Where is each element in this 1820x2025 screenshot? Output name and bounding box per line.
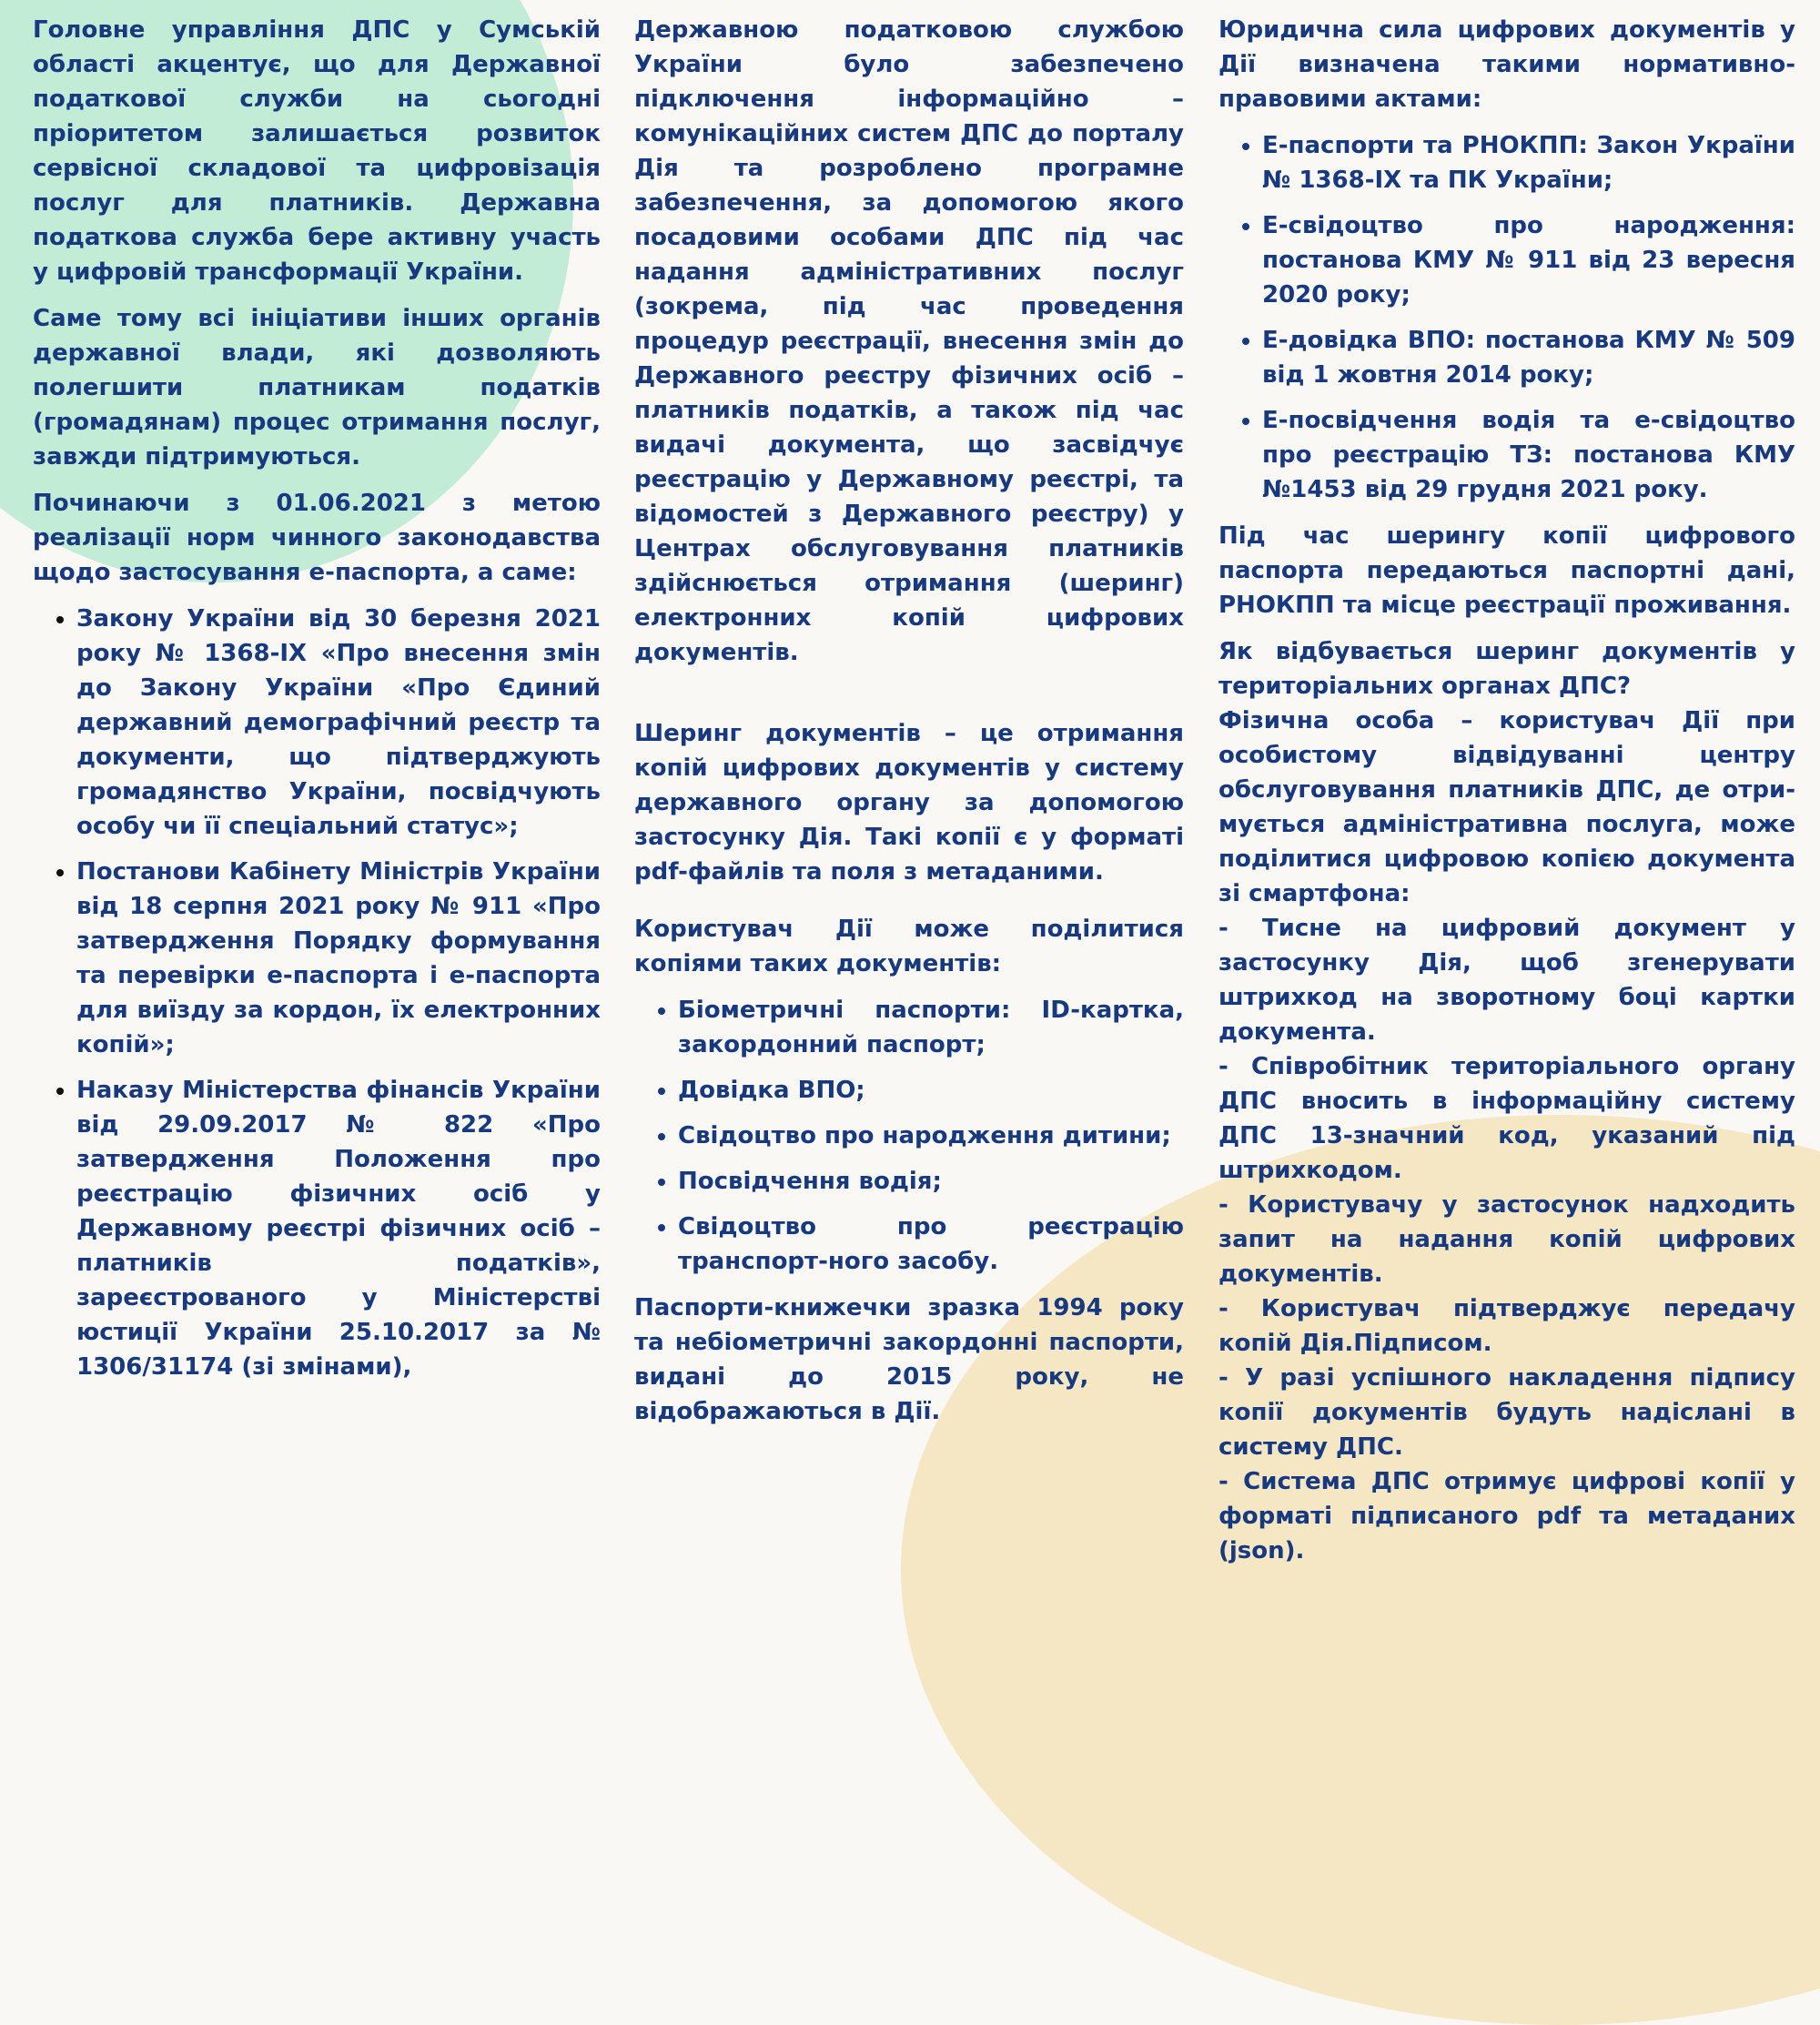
list-item: • Довідка ВПО; bbox=[678, 1073, 1184, 1108]
spacer bbox=[634, 682, 1184, 716]
list-item: • Наказу Міністерства фінансів України від 29.09.2017 № 822 «Про затвердження Положення про реєстрацію фізичних осіб у Державному реєстрі фізичних осіб – платників податків», зареєстрованого у Міністерстві юстиції України 25.10.2017 за № 1306/31174 (зі змінами), bbox=[76, 1073, 601, 1384]
since-date-paragraph: Починаючи з 01.06.2021 з метою реалізації норм чинного законодавства щодо застосування е-паспорта, а саме: bbox=[33, 490, 601, 586]
step-line: - Тисне на цифровий документ у застосунку Дія, щоб згенерувати штрихкод на зворотному боці картки документа. bbox=[1218, 915, 1795, 1046]
regulations-list bbox=[1218, 128, 1795, 507]
step-line: - Система ДПС отримує цифрові копії у форматі підписаного pdf та метаданих (json). bbox=[1218, 1468, 1795, 1564]
passport-data-paragraph: Під час шерингу копії цифрового паспорта передаються паспортні дані, РНОКПП та місце реєстрації проживання. bbox=[1218, 522, 1795, 619]
list-item: • Біометричні паспорти: ID-картка, закордонний паспорт; bbox=[678, 993, 1184, 1062]
list-item: • Свідоцтво про народження дитини; bbox=[678, 1119, 1184, 1153]
documents-list bbox=[634, 993, 1184, 1279]
column-left bbox=[33, 13, 601, 1396]
step-line: - У разі успішного накладення підпису копії документів будуть надіслані в систему ДПС. bbox=[1218, 1364, 1795, 1461]
initiatives-paragraph: Саме тому всі ініціативи інших органів державної влади, які дозволяють полегшити платникам податків (громадянам) процес отримання послуг, завжди підтримуються. bbox=[33, 305, 601, 471]
connection-paragraph: Державною податковою службою України було забезпечено підключення інформаційно – комунікаційних систем ДПС до порталу Дія та розроблено програмне забезпечення, за допомогою якого посадовими особами ДПС під час надання адміністративних послуг (зокрема, під час проведення процедур реєстрації, внесення змін до Державного реєстру фізичних осіб – платників податків, а також під час видачі документа, що засвідчує реєстрацію у Державному реєстрі, та відомостей з Державного реєстру) у Центрах обслуговування платників здійснюється отримання (шеринг) електронних копій цифрових документів. bbox=[634, 16, 1184, 666]
spacer bbox=[634, 901, 1184, 912]
legal-acts-list bbox=[33, 602, 601, 1384]
documents-intro-paragraph: Користувач Дії може поділитися копіями таких документів: bbox=[634, 916, 1184, 977]
list-item: • Е-свідоцтво про народження: постанова КМУ № 911 від 23 вересня 2020 року; bbox=[1262, 208, 1795, 312]
step-line: - Користувачу у застосунок надходить запит на надання копій цифрових документів. bbox=[1218, 1191, 1795, 1288]
not-displayed-paragraph: Паспорти-книжечки зразка 1994 року та небіометричні закордонні паспорти, видані до 2015 року, не відображаються в Дії. bbox=[634, 1294, 1184, 1425]
step-line: - Користувач підтверджує передачу копій Дія.Підписом. bbox=[1218, 1295, 1795, 1357]
legal-force-paragraph: Юридична сила цифрових документів у Дії визначена такими нормативно-правовими актами: bbox=[1218, 16, 1795, 113]
step-line: - Співробітник територіального органу ДПС вносить в інформаційну систему ДПС 13-значний код, указаний під штрихкодом. bbox=[1218, 1053, 1795, 1184]
column-right bbox=[1218, 13, 1795, 1568]
user-visit-paragraph: Фізична особа – користувач Дії при особистому відвідуванні центру обслуговування платників ДПС, де отри-мується адміністративна послуга, може поділитися цифровою копією документа зі смартфона: bbox=[1218, 707, 1795, 907]
intro-paragraph: Головне управління ДПС у Сумській області акцентує, що для Державної податкової служби на сьогодні пріоритетом залишається розвиток сервісної складової та цифровізація послуг для платників. Державна податкова служба бере активну участь у цифровій трансформації України. bbox=[33, 16, 601, 286]
list-item: • Постанови Кабінету Міністрів України від 18 серпня 2021 року № 911 «Про затвердження Порядку формування та перевірки е-паспорта і е-паспорта для виїзду за кордон, їх електронних копій»; bbox=[76, 855, 601, 1062]
column-middle bbox=[634, 13, 1184, 1441]
list-item: • Е-паспорти та РНОКПП: Закон України № 1368-IX та ПК України; bbox=[1262, 128, 1795, 197]
sharing-definition-paragraph: Шеринг документів – це отримання копій цифрових документів у систему державного органу за допомогою застосунку Дія. Такі копії є у форматі pdf-файлів та поля з метаданими. bbox=[634, 720, 1184, 886]
list-item: • Е-посвідчення водія та е-свідоцтво про реєстрацію ТЗ: постанова КМУ №1453 від 29 грудня 2021 року. bbox=[1262, 403, 1795, 507]
list-item: • Посвідчення водія; bbox=[678, 1164, 1184, 1199]
list-item: • Закону України від 30 березня 2021 року № 1368-IX «Про внесення змін до Закону України «Про Єдиний державний демографічний реєстр та документи, що підтверджують громадянство України, посвідчують особу чи її спеціальний статус»; bbox=[76, 602, 601, 844]
how-sharing-question: Як відбувається шеринг документів у територіальних органах ДПС? bbox=[1218, 638, 1795, 700]
list-item: • Свідоцтво про реєстрацію транспорт-ного засобу. bbox=[678, 1210, 1184, 1279]
list-item: • Е-довідка ВПО: постанова КМУ № 509 від 1 жовтня 2014 року; bbox=[1262, 323, 1795, 392]
